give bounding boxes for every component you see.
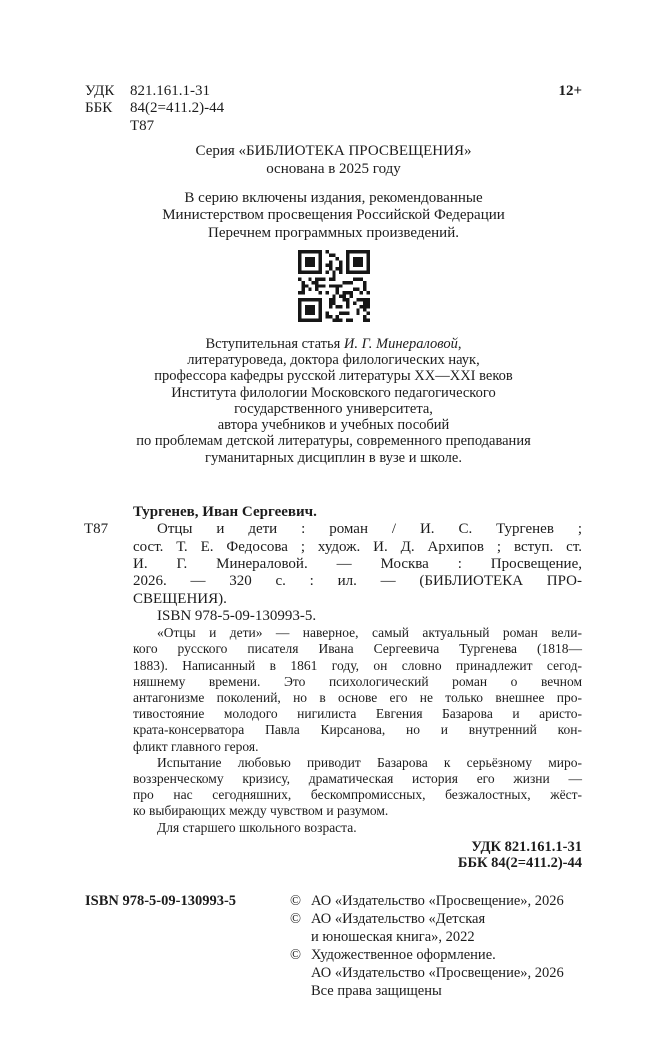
author-sign-label: Т87 [84,521,109,538]
intro-line-1 [85,336,582,352]
copyright-entry [290,892,582,910]
copyright-list [290,892,582,1000]
qr-code-icon [298,250,370,327]
intro-article [85,336,582,466]
annotation [133,625,582,871]
classification-block [85,83,224,135]
qr-wrap [85,250,582,327]
annotation-paragraph-1: «Отцы и дети» — наверное, самый актуальный роман вели- кого русского писателя Ивана Сергеевича Тургенева (1818— 1883). Написанный в 1861 году, он словно принадлежит сегод- няшнему времени. Это психологический роман о вечном антагонизме поколений, но в основе его не только внешнее про- тивостояние молодого нигилиста Евгения Базарова и аристо- крата-консерватора Павла Кирсанова, но и внутренний кон- фликт главного героя. [133,625,582,754]
annotation-bbk: ББК 84(2=411.2)-44 [457,854,582,871]
header-row [85,83,582,135]
udk-value: 821.161.1-31 [130,83,210,99]
copyright-entry [290,910,582,946]
copyright-lines: АО «Издательство «Детская и юношеская книга», 2022 [311,910,486,945]
annotation-audience: Для старшего школьного возраста. [157,819,357,835]
copyright-lines: Художественное оформление. АО «Издательство «Просвещение», 2026 Все права защищены [311,946,564,999]
copyright-symbol: © [290,892,302,909]
copyright-symbol: © [290,946,302,963]
card-heading: Тургенев, Иван Сергеевич. [133,504,317,521]
series-founded: основана в 2025 году [266,160,401,177]
inclusion-note: В серию включены издания, рекомендованные Министерством просвещения Российской Федерации Перечнем программных произведений. [162,190,505,241]
intro-lines: литературоведа, доктора филологических наук, профессора кафедры русской литературы XX—XXI веков Института филологии Московского педагогического государственного университета, автора учебников и учебных пособий по проблемам детской литературы, современного преподавания гуманитарных дисциплин в вузе и школе. [136,351,531,466]
intro-line-1-post: , [457,335,462,352]
udk-label: УДК [85,83,115,99]
bbk-label: ББК [85,100,113,117]
card-description: Отцы и дети : роман / И. С. Тургенев ; сост. Т. Е. Федосова ; худож. И. Д. Архипов ; вступ. ст. И. Г. Минераловой. — Москва : Просвещение, 2026. — 320 с. : ил. — (БИБЛИОТЕКА ПРО- СВЕЩЕНИЯ). [133,521,582,607]
author-sign-spacer [85,118,130,135]
annotation-codes [133,839,582,871]
author-sign-top: Т87 [130,117,155,134]
series-block [85,143,582,178]
bbk-value: 84(2=411.2)-44 [130,100,225,117]
card-isbn: ISBN 978-5-09-130993-5. [157,607,317,624]
annotation-paragraph-2: Испытание любовью приводит Базарова к серьёзному миро- воззренческому кризису, драматическая история его жизни — про нас сегодняшних, бескомпромиссных, безжалостных, жёст- ко выбирающих между чувством и разумом. [133,754,582,819]
series-title: Серия «БИБЛИОТЕКА ПРОСВЕЩЕНИЯ» [195,143,472,160]
catalog-card [84,504,582,625]
imprint [85,892,582,1000]
age-rating-badge: 12+ [558,83,582,99]
annotation-udk: УДК 821.161.1-31 [471,838,582,855]
copyright-entry [290,946,582,1000]
copyright-lines: АО «Издательство «Просвещение», 2026 [311,892,564,909]
imprint-isbn: ISBN 978-5-09-130993-5 [85,892,237,909]
copyright-symbol: © [290,910,302,927]
intro-author-name: И. Г. Минераловой [343,335,458,352]
intro-line-1-pre: Вступительная статья [205,335,344,352]
